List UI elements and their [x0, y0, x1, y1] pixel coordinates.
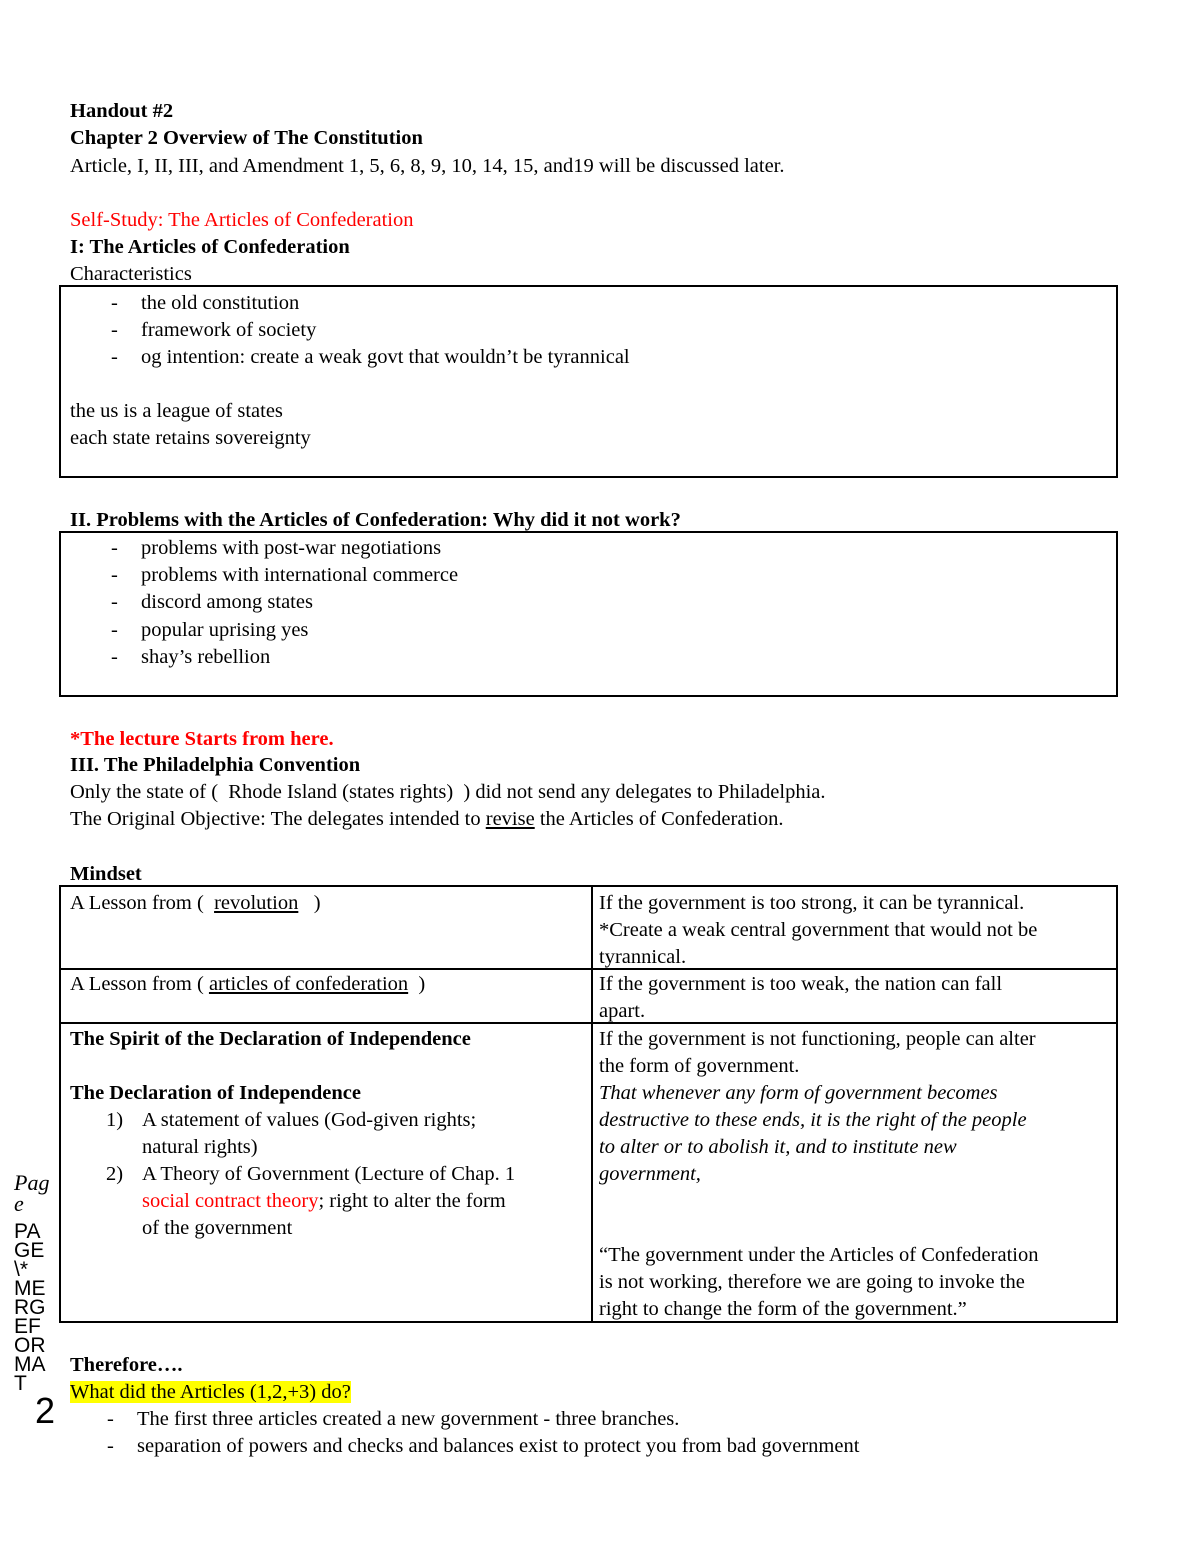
blank-answer: Rhode Island (states rights)	[228, 781, 454, 803]
page-number: 2	[35, 1390, 56, 1431]
convention-line-2: The Original Objective: The delegates intended to revise the Articles of Confederation.	[70, 808, 784, 830]
chapter-heading: Chapter 2 Overview of The Constitution	[70, 127, 423, 149]
therefore-label: Therefore….	[70, 1354, 183, 1376]
blank-answer: articles of confederation	[208, 973, 409, 995]
social-contract-term: social contract theory	[142, 1190, 319, 1212]
list-number: 2)	[106, 1163, 124, 1185]
handout-title: Handout #2	[70, 100, 174, 122]
list-item: A Theory of Government (Lecture of Chap. 1 social contract theory; right to alter the form of the government	[142, 1163, 516, 1239]
lesson-explanation: If the government is too strong, it can be tyrannical. *Create a weak central government that would not be tyrannical.	[599, 892, 1038, 968]
section-three-heading: III. The Philadelphia Convention	[70, 754, 361, 776]
articles-question: What did the Articles (1,2,+3) do?	[70, 1381, 351, 1403]
mindset-label: Mindset	[70, 863, 142, 885]
self-study-label: Self-Study: The Articles of Confederation	[70, 209, 414, 231]
table-divider	[591, 887, 593, 1321]
section-one-heading: I: The Articles of Confederation	[70, 236, 350, 258]
lecture-start-note: *The lecture Starts from here.	[70, 728, 334, 750]
box-line: the us is a league of states	[70, 400, 283, 422]
lesson-cell: A Lesson from ( articles of confederation )	[70, 973, 426, 995]
list-item: A statement of values (God-given rights; natural rights)	[142, 1109, 477, 1158]
page-word: Pag e	[14, 1170, 50, 1216]
blank-answer: revise	[485, 808, 535, 830]
lesson-explanation: If the government is too weak, the nation can fall apart.	[599, 973, 1003, 1022]
mindset-table	[59, 885, 1118, 1323]
lesson-cell: A Lesson from ( revolution )	[70, 892, 321, 914]
spirit-heading: The Spirit of the Declaration of Independence	[70, 1028, 471, 1050]
declaration-explanation: If the government is not functioning, people can alter the form of government. That whenever any form of government becomes destructive to these ends, it is the right of the people to alter or to abolish it, and to institute new government,	[599, 1028, 1036, 1185]
convention-line-1: Only the state of ( Rhode Island (states rights) ) did not send any delegates to Philadelphia.	[70, 781, 826, 803]
list-number: 1)	[106, 1109, 124, 1131]
problems-box: - problems with post-war negotiations - problems with international commerce - discord among states - popular uprising yes - shay’s rebellion	[59, 531, 1118, 697]
invoke-right-quote: “The government under the Articles of Confederation is not working, therefore we are going to invoke the right to change the form of the government.”	[599, 1244, 1039, 1320]
blank-answer: revolution	[214, 892, 299, 914]
box-line: each state retains sovereignty	[70, 427, 311, 449]
characteristics-box: - the old constitution - framework of society - og intention: create a weak govt that wouldn’t be tyrannical the us is a league of states each state retains sovereignty	[59, 285, 1118, 478]
page-field-code: PA GE \* ME RG EF OR MA T	[14, 1220, 46, 1395]
discussion-note: Article, I, II, III, and Amendment 1, 5, 6, 8, 9, 10, 14, 15, and19 will be discussed later.	[70, 155, 785, 177]
declaration-heading: The Declaration of Independence	[70, 1082, 361, 1104]
section-two-heading: II. Problems with the Articles of Confederation: Why did it not work?	[70, 509, 681, 531]
characteristics-label: Characteristics	[70, 263, 192, 285]
